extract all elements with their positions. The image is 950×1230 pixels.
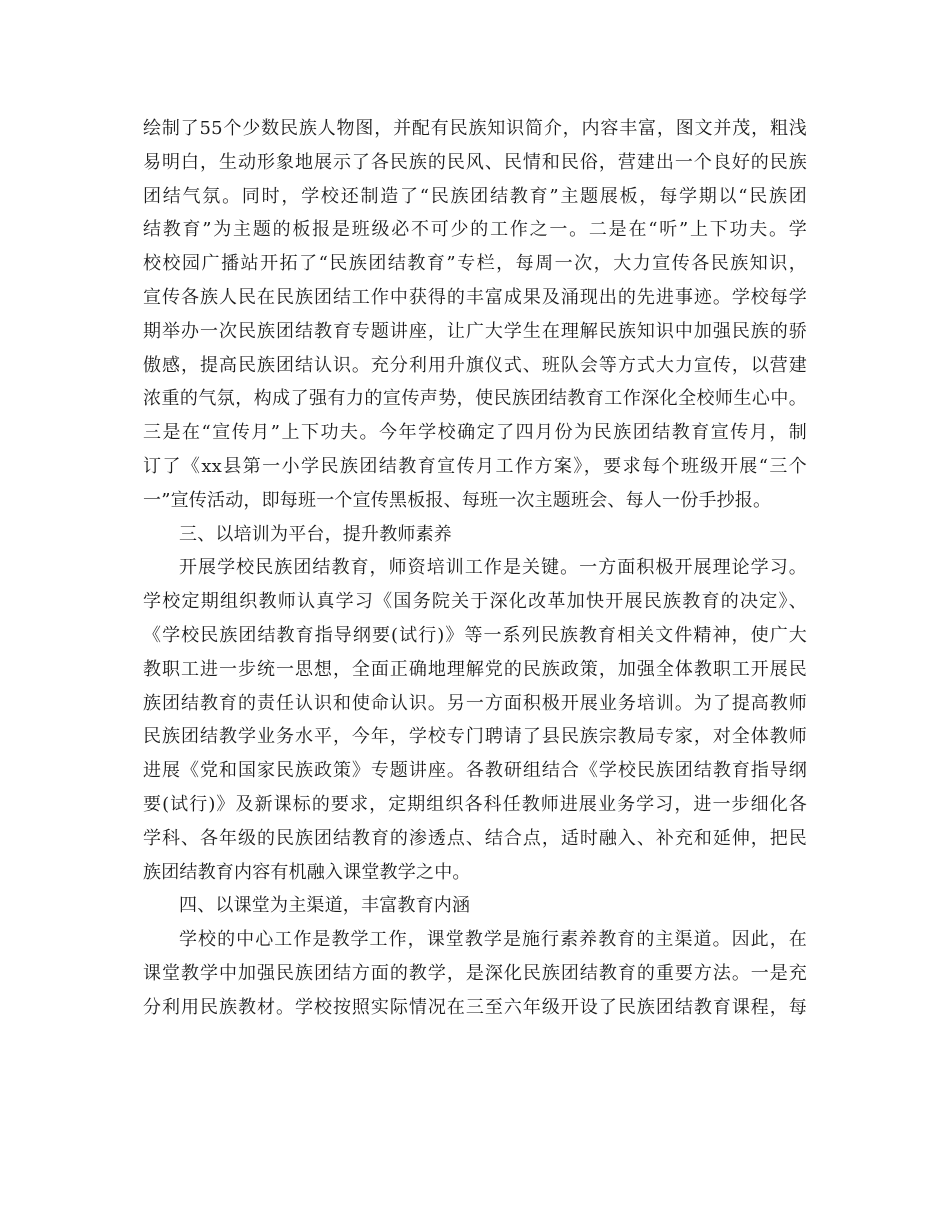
paragraph-last-line: 族团结教育内容有机融入课堂教学之中。 [143, 861, 471, 883]
text-line: 宣传各族人民在民族团结工作中获得的丰富成果及涌现出的先进事迹。学校每学 [143, 286, 807, 308]
text-line: 绘制了55个少数民族人物图，并配有民族知识简介，内容丰富，图文并茂，粗浅 [143, 118, 807, 139]
paragraph-last-line: 一”宣传活动，即每班一个宣传黑板报、每班一次主题班会、每人一份手抄报。 [143, 489, 772, 511]
text-line: 订了《xx县第一小学民族团结教育宣传月工作方案》，要求每个班级开展“三个 [143, 455, 807, 477]
text-line: 傲感，提高民族团结认识。充分利用升旗仪式、班队会等方式大力宣传，以营建 [143, 354, 807, 376]
section-heading: 三、以培训为平台，提升教师素养 [179, 523, 452, 545]
text-line: 易明白，生动形象地展示了各民族的民风、民情和民俗，营建出一个良好的民族 [143, 151, 807, 173]
text-line: 学科、各年级的民族团结教育的渗透点、结合点，适时融入、补充和延伸，把民 [143, 827, 807, 849]
text-line: 民族团结教学业务水平，今年，学校专门聘请了县民族宗教局专家，对全体教师 [143, 726, 807, 748]
text-line: 浓重的气氛，构成了强有力的宣传声势，使民族团结教育工作深化全校师生心中。 [143, 388, 807, 410]
document-body [143, 112, 807, 1025]
text-line: 课堂教学中加强民族团结方面的教学，是深化民族团结教育的重要方法。一是充 [143, 962, 807, 984]
text-line: 《学校民族团结教育指导纲要(试行)》等一系列民族教育相关文件精神，使广大 [143, 624, 807, 646]
text-line: 结教育”为主题的板报是班级必不可少的工作之一。二是在“听”上下功夫。学 [143, 219, 807, 241]
text-line: 进展《党和国家民族政策》专题讲座。各教研组结合《学校民族团结教育指导纲 [143, 760, 807, 782]
text-line: 校校园广播站开拓了“民族团结教育”专栏，每周一次，大力宣传各民族知识， [143, 253, 807, 275]
text-line: 团结气氛。同时，学校还制造了“民族团结教育”主题展板，每学期以“民族团 [143, 185, 807, 207]
text-line: 要(试行)》及新课标的要求，定期组织各科任教师进展业务学习，进一步细化各 [143, 793, 807, 815]
text-line: 分利用民族教材。学校按照实际情况在三至六年级开设了民族团结教育课程，每 [143, 996, 807, 1018]
text-line: 期举办一次民族团结教育专题讲座，让广大学生在理解民族知识中加强民族的骄 [143, 320, 807, 342]
paragraph-first-line: 开展学校民族团结教育，师资培训工作是关键。一方面积极开展理论学习。 [179, 557, 807, 579]
text-line: 族团结教育的责任认识和使命认识。另一方面积极开展业务培训。为了提高教师 [143, 692, 807, 714]
text-line: 教职工进一步统一思想，全面正确地理解党的民族政策，加强全体教职工开展民 [143, 658, 807, 680]
text-line: 学校定期组织教师认真学习《国务院关于深化改革加快开展民族教育的决定》、 [143, 591, 807, 613]
section-heading: 四、以课堂为主渠道，丰富教育内涵 [179, 895, 471, 917]
text-line: 三是在“宣传月”上下功夫。今年学校确定了四月份为民族团结教育宣传月，制 [143, 422, 807, 444]
paragraph-first-line: 学校的中心工作是教学工作，课堂教学是施行素养教育的主渠道。因此，在 [179, 929, 807, 951]
